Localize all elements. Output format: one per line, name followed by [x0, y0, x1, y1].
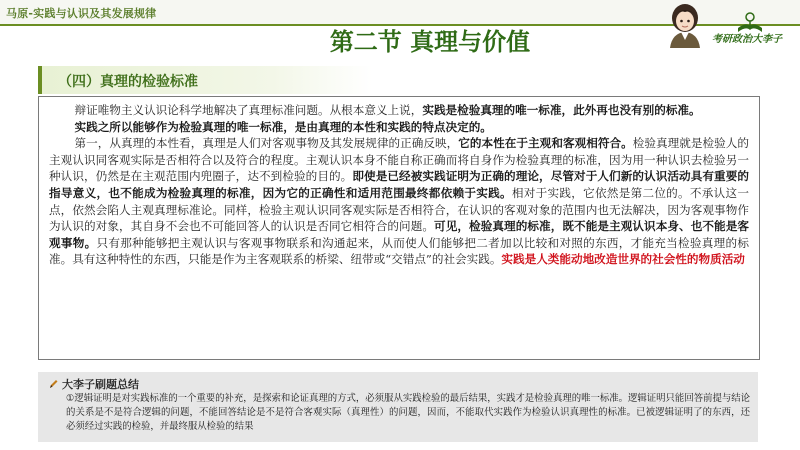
body-text: 只有那种能够把主观认识与客观事物联系和沟通起来，从而使人们能够把二者加以比较和对照的东西，才能充当检验真理的标准。具有这种特性的东西，只能是作为主客观联系的桥梁、纽带或“交错点”的社会实践。: [49, 235, 749, 267]
paragraph-1: [49, 102, 749, 119]
summary-text: ①逻辑证明是对实践标准的一个重要的补充，是探索和论证真理的方式，必须服从实践检验的最后结果，实践才是检验真理的唯一标准。逻辑证明只能回答前提与结论的关系是不是符合逻辑的问题，不能回答结论是不是符合客观实际（真理性）的问题，因而，不能取代实践作为检验认识真理性的标准。已被逻辑证明了的东西，还必须经过实践的检验，并最终服从检验的结果: [66, 393, 750, 432]
body-text: 辩证唯物主义认识论科学地解决了真理标准问题。从根本意义上说，: [74, 103, 423, 117]
emphasis-bold-text: 它的本性在于主观和客观相符合。: [458, 136, 633, 151]
body-text: 检验真理就是检验人的主观认识同客观实际是否相符合以及符合的程度。主观认识本身不能自称正确而将自身作为检验真理的标准，因为用一种认识去检验另一种认识，仍然是在主观范围内兜圈子，达不到检验的目的。: [49, 136, 749, 184]
body-text: 相对于实践，它依然是第二位的。不承认这一点，依然会陷人主观真理标准论。同样，检验主观认识同客观实际是否相符合，在认识的客观对象的范围内也无法解决，因为客观事物作为认识的对象，其自身不会也不可能回答人的认识是否同它相符合的问题。: [49, 185, 749, 234]
course-title: 马原-实践与认识及其发展规律: [6, 7, 157, 20]
summary-header: [50, 376, 139, 392]
subsection-tab: [38, 66, 372, 94]
emphasis-bold-text: 实践之所以能够作为检验真理的唯一标准，是由真理的本性和实践的特点决定的。: [74, 119, 492, 134]
subsection-title: （四）真理的检验标准: [58, 74, 198, 90]
content-box: [38, 96, 760, 360]
summary-box: [38, 372, 758, 442]
emphasis-red-text: 实践是人类能动地改造世界的社会性的物质活动: [501, 252, 745, 267]
pencil-icon: [48, 378, 58, 390]
summary-title: 大李子刷题总结: [62, 378, 139, 391]
logo-text: 考研政治大李子: [712, 34, 782, 45]
emphasis-bold-text: 即使是已经被实践证明为正确的理论，尽管对于人们新的认识活动具有重要的指导意义，也不能成为检验真理的标准，因为它的正确性和适用范围最终都依赖于实践。: [49, 169, 749, 200]
paragraph-3: [49, 135, 749, 268]
avatar: [664, 2, 706, 48]
emphasis-bold-text: 实践是检验真理的唯一标准，此外再也没有别的标准。: [422, 103, 701, 117]
paragraph-2: [49, 119, 749, 136]
body-text: 第一，从真理的本性看，真理是人们对客观事物及其发展规律的正确反映，: [74, 136, 459, 151]
section-title: 第二节 真理与价值: [329, 27, 531, 56]
emphasis-bold-text: 可见，检验真理的标准，既不能是主观认识本身、也不能是客观事物。: [49, 219, 749, 250]
